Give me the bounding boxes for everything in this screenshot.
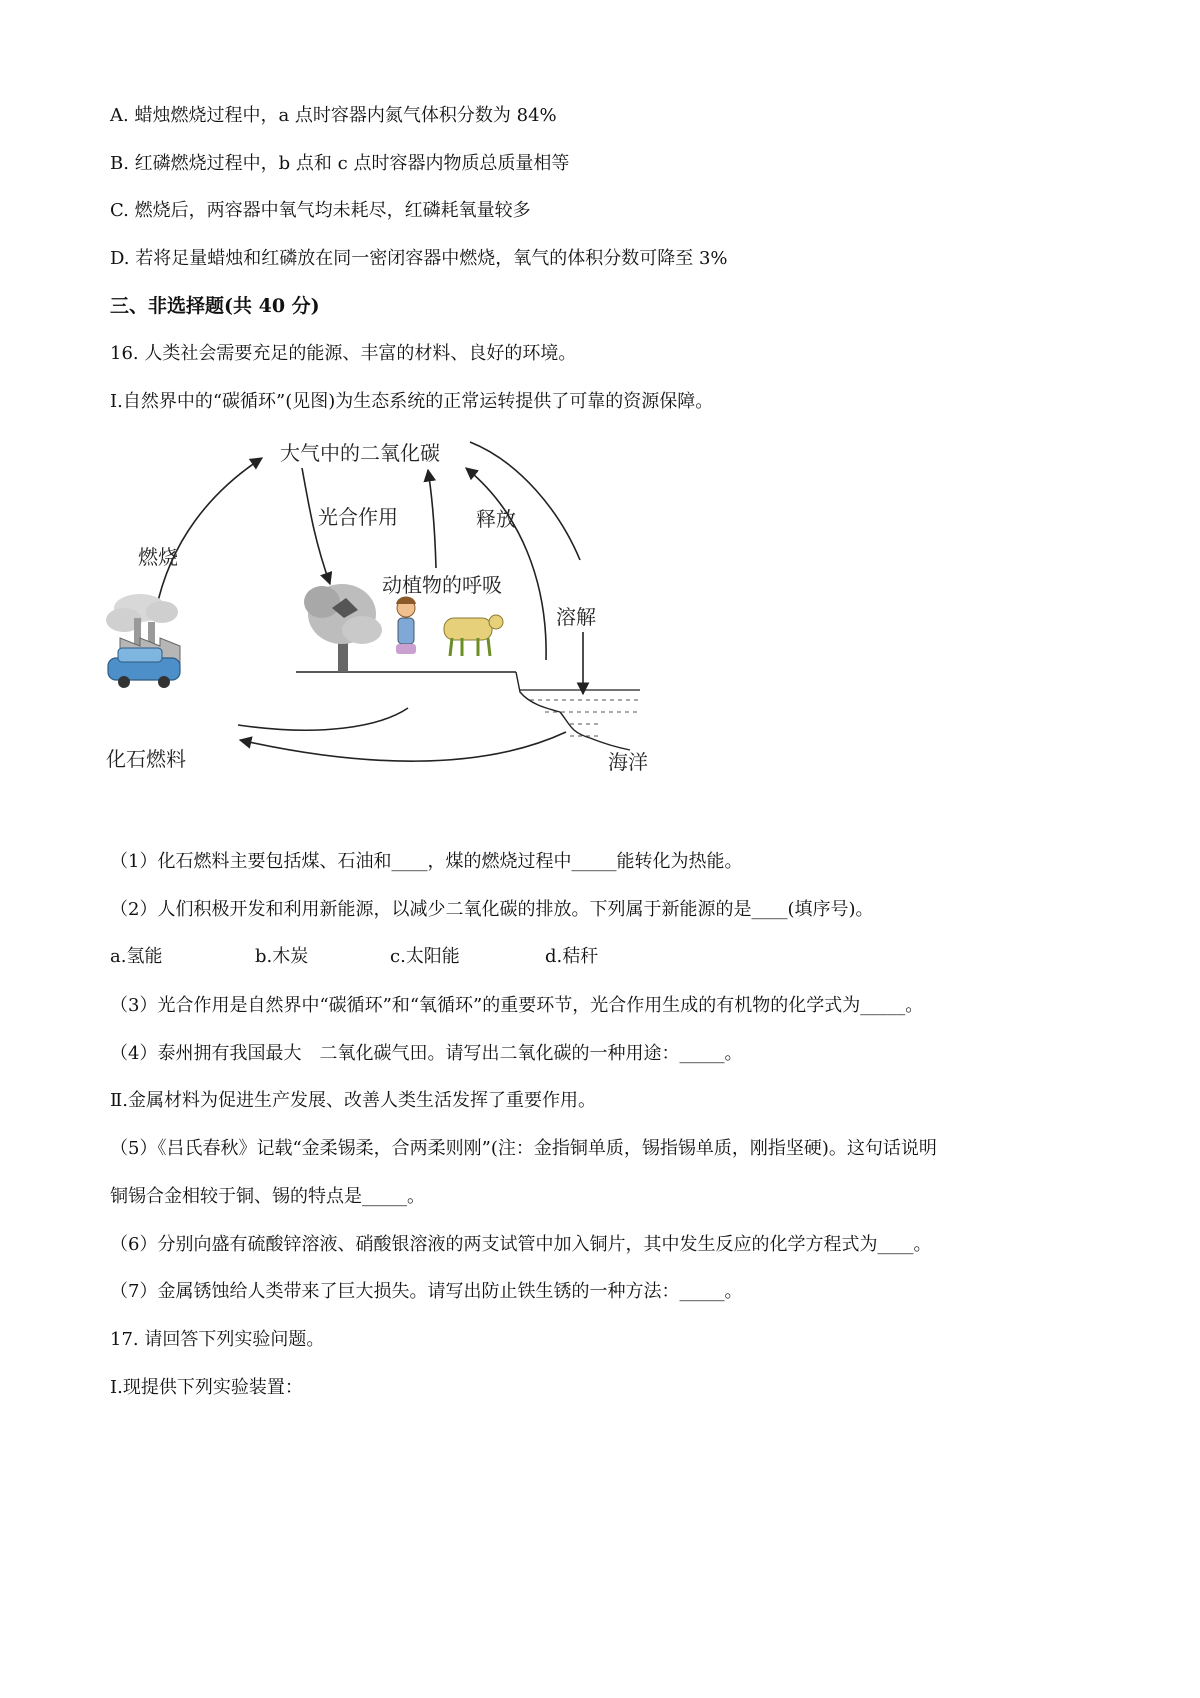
combustion-label: 燃烧	[138, 545, 178, 569]
dissolve-arrow-top	[470, 442, 580, 560]
choice-c: c.太阳能	[390, 946, 460, 967]
respiration-arrow	[428, 470, 436, 568]
dissolve-label: 溶解	[556, 605, 596, 629]
option-c: C. 燃烧后，两容器中氧气均未耗尽，红磷耗氧量较多	[110, 200, 531, 221]
release-label: 释放	[476, 507, 516, 531]
q16-part1-intro: Ⅰ.自然界中的“碳循环”(见图)为生态系统的正常运转提供了可靠的资源保障。	[110, 391, 714, 412]
option-a: A. 蜡烛燃烧过程中，a 点时容器内氮气体积分数为 84%	[110, 105, 557, 126]
q17-part1-intro: I.现提供下列实验装置：	[110, 1377, 303, 1398]
carbon-cycle-diagram	[100, 432, 720, 810]
q16-sub2: （2）人们积极开发和利用新能源，以减少二氧化碳的排放。下列属于新能源的是____(填序号)。	[110, 899, 874, 920]
q16-part2-intro: Ⅱ.金属材料为促进生产发展、改善人类生活发挥了重要作用。	[110, 1090, 596, 1111]
ocean-label: 海洋	[608, 750, 648, 774]
section-title: 三、非选择题(共 40 分)	[110, 295, 320, 317]
q16-sub3: （3）光合作用是自然界中“碳循环”和“氧循环”的重要环节，光合作用生成的有机物的化学式为_____。	[110, 995, 924, 1016]
q16-stem: 16. 人类社会需要充足的能源、丰富的材料、良好的环境。	[110, 343, 577, 364]
tree-icon	[304, 584, 382, 672]
q16-sub7: （7）金属锈蚀给人类带来了巨大损失。请写出防止铁生锈的一种方法：_____。	[110, 1281, 743, 1302]
person-icon	[396, 597, 416, 655]
burial-arrow-land	[238, 708, 408, 730]
q16-sub5-line2: 铜锡合金相较于铜、锡的特点是_____。	[110, 1186, 425, 1207]
choice-a: a.氢能	[110, 946, 163, 967]
choice-b: b.木炭	[255, 946, 309, 967]
q16-sub1: （1）化石燃料主要包括煤、石油和____，煤的燃烧过程中_____能转化为热能。	[110, 851, 743, 872]
ocean-waves	[530, 700, 640, 736]
burial-arrow-ocean	[240, 732, 566, 761]
option-d: D. 若将足量蜡烛和红磷放在同一密闭容器中燃烧，氧气的体积分数可降至 3%	[110, 248, 728, 269]
choice-d: d.秸秆	[545, 946, 599, 967]
q16-choices	[110, 945, 598, 969]
cow-icon	[444, 615, 503, 656]
photosynthesis-label: 光合作用	[318, 505, 398, 529]
coastline	[516, 672, 630, 750]
q16-sub4: （4）泰州拥有我国最大 二氧化碳气田。请写出二氧化碳的一种用途：_____。	[110, 1043, 743, 1064]
fossil-fuel-label: 化石燃料	[106, 747, 186, 771]
respiration-label: 动植物的呼吸	[382, 573, 502, 597]
q17-stem: 17. 请回答下列实验问题。	[110, 1329, 325, 1350]
q16-sub6: （6）分别向盛有硫酸锌溶液、硝酸银溶液的两支试管中加入铜片，其中发生反应的化学方程式为____。	[110, 1234, 932, 1255]
option-b: B. 红磷燃烧过程中，b 点和 c 点时容器内物质总质量相等	[110, 153, 570, 174]
combustion-arrow	[156, 458, 262, 610]
q16-sub5-line1: （5）《吕氏春秋》记载“金柔锡柔，合两柔则刚”(注：金指铜单质，锡指锡单质，刚指坚硬)。这句话说明	[110, 1138, 937, 1159]
factory-car-icon	[106, 594, 180, 688]
atmosphere-label: 大气中的二氧化碳	[280, 441, 440, 465]
